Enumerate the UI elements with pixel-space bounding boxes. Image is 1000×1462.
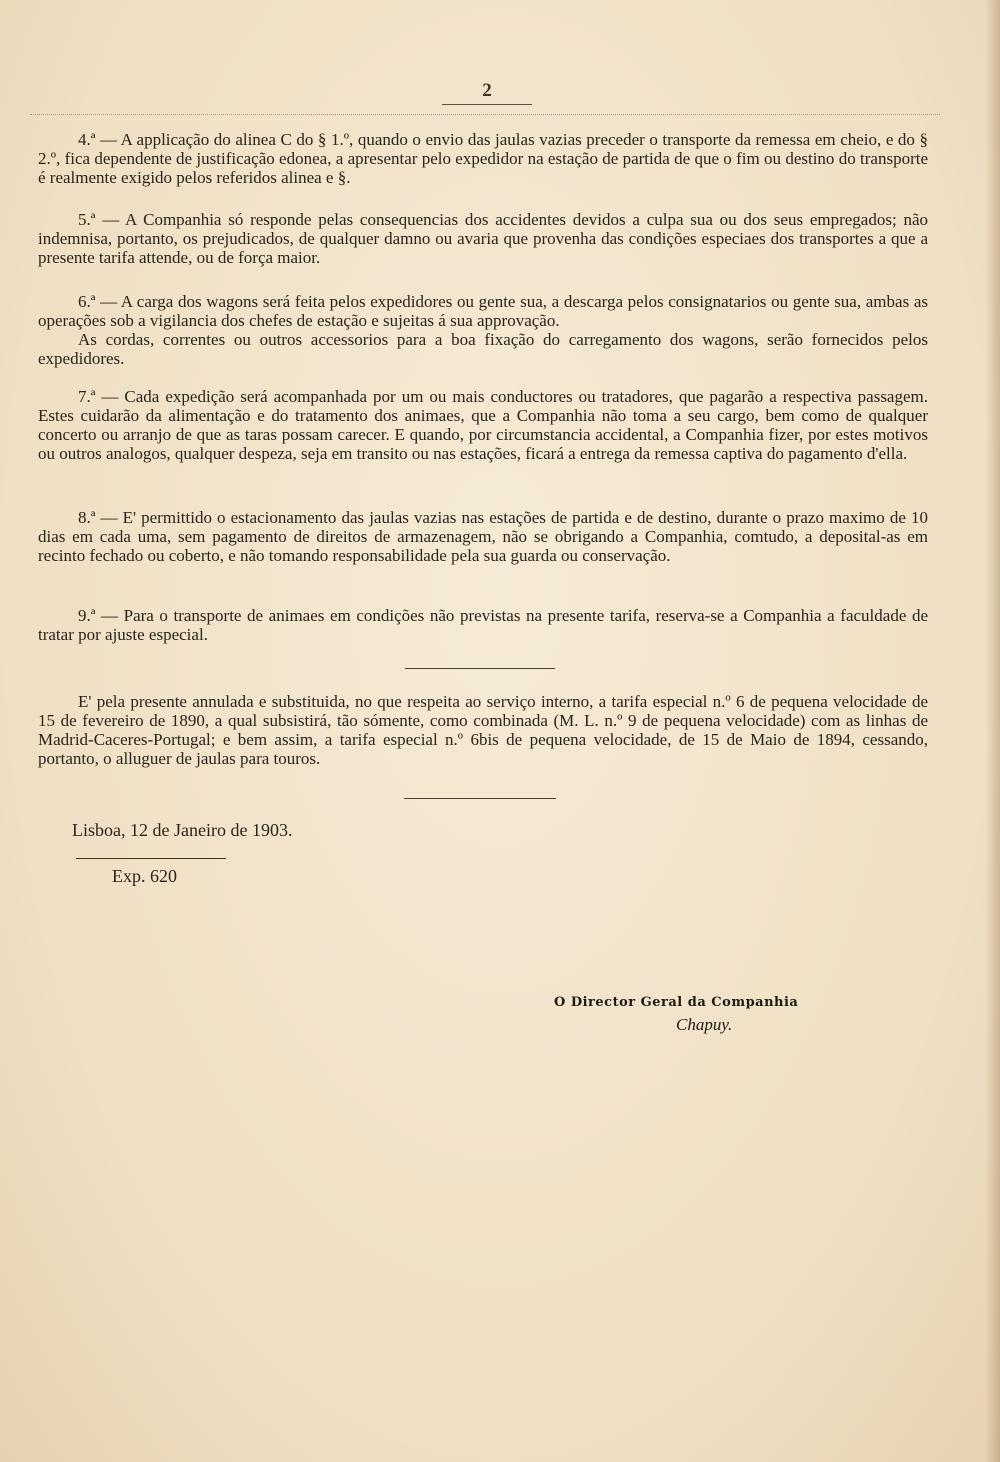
place-date: Lisboa, 12 de Janeiro de 1903. — [72, 820, 293, 840]
clause-6-continuation: As cordas, correntes ou outros accessorios para a boa fixação do carregamento dos wagons, serão fornecidos pelos expedidores. — [38, 330, 928, 368]
page-edge-shadow — [986, 0, 1000, 1462]
expedient-number: Exp. 620 — [112, 866, 177, 886]
clause-5: 5.ª — A Companhia só responde pelas consequencias dos accidentes devidos a culpa sua ou dos seus empregados; não indemnisa, portanto, os prejudicados, de qualquer damno ou avaria que provenha das condições especiaes dos transportes a que a presente tarifa attende, ou de força maior. — [38, 210, 928, 267]
clause-9: 9.ª — Para o transporte de animaes em condições não previstas na presente tarifa, reserva-se a Companhia a faculdade de tratar por ajuste especial. — [38, 606, 928, 644]
page-number: 2 — [482, 80, 492, 101]
clause-8: 8.ª — E' permittido o estacionamento das jaulas vazias nas estações de partida e de destino, durante o prazo maximo de 10 dias em cada uma, sem pagamento de direitos de armazenagem, não se obrigando a Companhia, comtudo, a deposital-as em recinto fechado ou coberto, e não tomando responsabilidade pela sua guarda ou conservação. — [38, 508, 928, 565]
closing-divider — [404, 798, 556, 799]
clause-4: 4.ª — A applicação do alinea C do § 1.º, quando o envio das jaulas vazias preceder o transporte da remessa em cheio, e do § 2.º, fica dependente de justificação edonea, a apresentar pelo expedidor na estação de partida de que o fim ou destino do transporte é realmente exigido pelos referidos alinea e §. — [38, 130, 928, 187]
section-divider — [405, 668, 555, 669]
signature-name: Chapuy. — [676, 1015, 733, 1034]
clause-6: 6.ª — A carga dos wagons será feita pelos expedidores ou gente sua, a descarga pelos consignatarios ou gente sua, ambas as operações sob a vigilancia dos chefes de estação e sujeitas á sua approvação. — [38, 292, 928, 330]
annulment-paragraph: E' pela presente annulada e substituida, no que respeita ao serviço interno, a tarifa especial n.º 6 de pequena velocidade de 15 de fevereiro de 1890, a qual subsistirá, tão sómente, como combinada (M. L. n.º 9 de pequena velocidade) com as linhas de Madrid-Caceres-Portugal; e bem assim, a tarifa especial n.º 6bis de pequena velocidade, de 15 de Maio de 1894, cessando, portanto, o alluguer de jaulas para touros. — [38, 692, 928, 768]
exp-rule — [76, 858, 226, 859]
page-number-underline — [442, 104, 532, 105]
signature-title: O Director Geral da Companhia — [554, 995, 799, 1010]
header-dotted-rule — [30, 114, 940, 115]
clause-7: 7.ª — Cada expedição será acompanhada por um ou mais conductores ou tratadores, que pagarão a respectiva passagem. Estes cuidarão da alimentação e do tratamento dos animaes, que a Companhia não toma a seu cargo, bem como de qualquer concerto ou arranjo de que as taras possam carecer. E quando, por circumstancia accidental, a Companhia fizer, por estes motivos ou outros analogos, qualquer despeza, seja em transito ou nas estações, ficará a entrega da remessa captiva do pagamento d'ella. — [38, 387, 928, 463]
